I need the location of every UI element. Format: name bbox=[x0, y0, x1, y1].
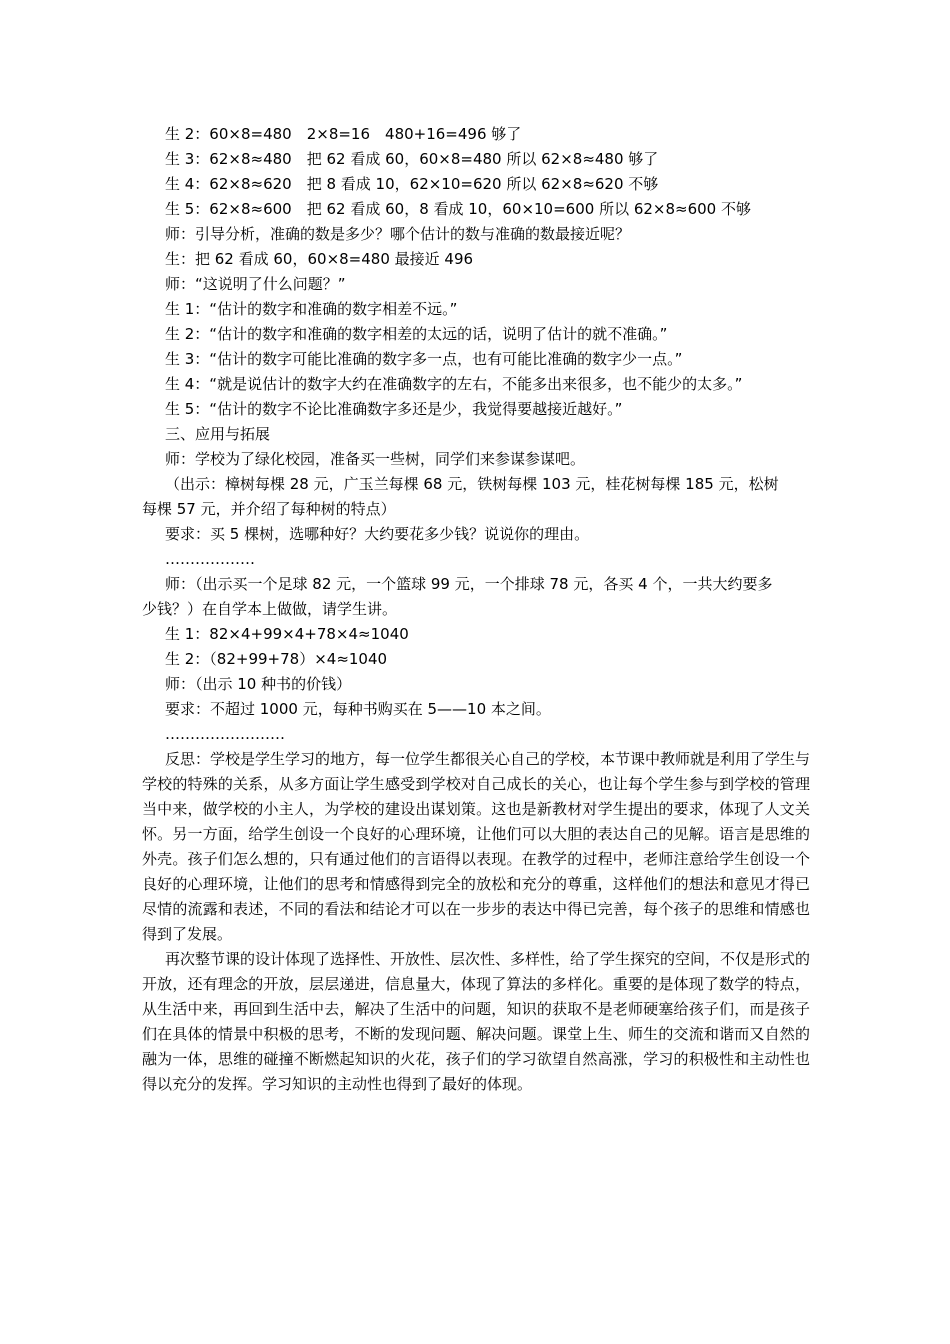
text-line: 师：（出示 10 种书的价钱） bbox=[165, 675, 352, 693]
text-line: 师：“这说明了什么问题？” bbox=[165, 275, 346, 293]
text-line: 生 2：（82+99+78）×4≈1040 bbox=[165, 650, 388, 668]
text-line: 师：（出示买一个足球 82 元，一个篮球 99 元，一个排球 78 元，各买 4 个，一共大约要多 bbox=[165, 575, 773, 593]
text-line: （出示：樟树每棵 28 元，广玉兰每棵 68 元，铁树每棵 103 元，桂花树每棵 185 元，松树 bbox=[165, 475, 779, 493]
text-line: 生 1：“估计的数字和准确的数字相差不远。” bbox=[165, 300, 458, 318]
text-line: 生 4：62×8≈620 把 8 看成 10，62×10=620 所以 62×8≈620 不够 bbox=[165, 175, 659, 193]
text-line: 师：引导分析，准确的数是多少？哪个估计的数与准确的数最接近呢？ bbox=[165, 225, 631, 243]
text-line: 每棵 57 元，并介绍了每种树的特点） bbox=[142, 500, 396, 518]
text-line: 生 2：“估计的数字和准确的数字相差的太远的话，说明了估计的就不准确。” bbox=[165, 325, 668, 343]
text-line: 少钱？）在自学本上做做，请学生讲。 bbox=[142, 600, 398, 618]
reflection-paragraph: 再次整节课的设计体现了选择性、开放性、层次性、多样性，给了学生探究的空间，不仅是形式的开放，还有理念的开放，层层递进，信息量大，体现了算法的多样化。重要的是体现了数学的特点，从生活中来，再回到生活中去，解决了生活中的问题，知识的获取不是老师硬塞给孩子们，而是孩子们在具体的情景中积极的思考，不断的发现问题、解决问题。课堂上生、师生的交流和谐而又自然的融为一体，思维的碰撞不断燃起知识的火花，孩子们的学习欲望自然高涨，学习的积极性和主动性也得以充分的发挥。学习知识的主动性也得到了最好的体现。 bbox=[142, 950, 811, 1093]
section-heading: 三、应用与拓展 bbox=[165, 425, 271, 443]
ellipsis-line: ……………… bbox=[165, 550, 255, 568]
text-line: 生 4：“就是说估计的数字大约在准确数字的左右，不能多出来很多，也不能少的太多。” bbox=[165, 375, 743, 393]
text-line: 要求：不超过 1000 元，每种书购买在 5——10 本之间。 bbox=[165, 700, 551, 718]
document-page bbox=[142, 122, 810, 1097]
ellipsis-line: …………………… bbox=[165, 725, 285, 743]
text-line: 生 3：“估计的数字可能比准确的数字多一点，也有可能比准确的数字少一点。” bbox=[165, 350, 683, 368]
text-line: 生：把 62 看成 60，60×8=480 最接近 496 bbox=[165, 250, 474, 268]
text-line: 要求：买 5 棵树，选哪种好？大约要花多少钱？说说你的理由。 bbox=[165, 525, 590, 543]
text-line: 生 2：60×8=480 2×8=16 480+16=496 够了 bbox=[165, 125, 522, 143]
text-line: 生 1：82×4+99×4+78×4≈1040 bbox=[165, 625, 409, 643]
reflection-paragraph: 反思：学校是学生学习的地方，每一位学生都很关心自己的学校，本节课中教师就是利用了学生与学校的特殊的关系，从多方面让学生感受到学校对自己成长的关心，也让每个学生参与到学校的管理当中来，做学校的小主人，为学校的建设出谋划策。这也是新教材对学生提出的要求，体现了人文关怀。另一方面，给学生创设一个良好的心理环境，让他们可以大胆的表达自己的见解。语言是思维的外壳。孩子们怎么想的，只有通过他们的言语得以表现。在教学的过程中，老师注意给学生创设一个良好的心理环境，让他们的思考和情感得到完全的放松和充分的尊重，这样他们的想法和意见才得已尽情的流露和表述，不同的看法和结论才可以在一步步的表达中得已完善，每个孩子的思维和情感也得到了发展。 bbox=[142, 750, 811, 943]
text-line: 师：学校为了绿化校园，准备买一些树，同学们来参谋参谋吧。 bbox=[165, 450, 586, 468]
text-line: 生 5：62×8≈600 把 62 看成 60，8 看成 10，60×10=600 所以 62×8≈600 不够 bbox=[165, 200, 751, 218]
text-line: 生 3：62×8≈480 把 62 看成 60，60×8=480 所以 62×8≈480 够了 bbox=[165, 150, 659, 168]
text-line: 生 5：“估计的数字不论比准确数字多还是少，我觉得要越接近越好。” bbox=[165, 400, 623, 418]
